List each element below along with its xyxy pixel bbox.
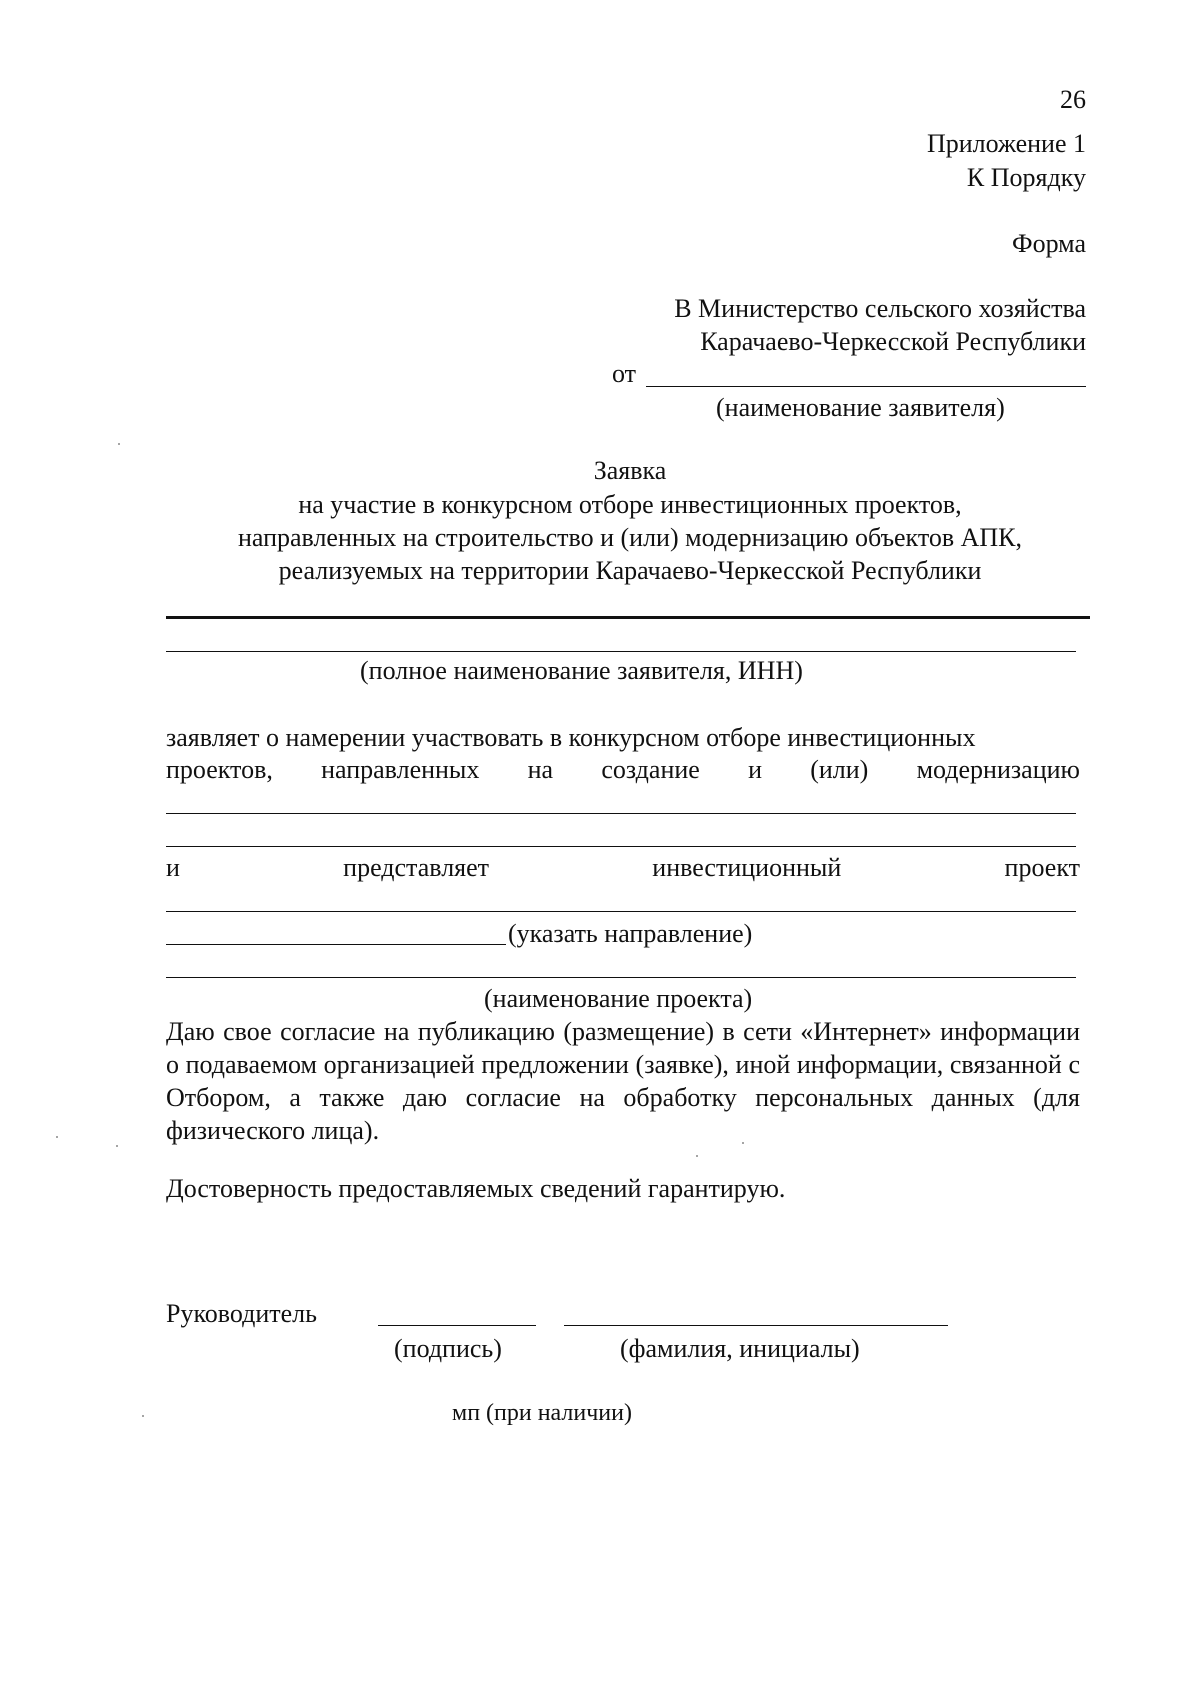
word: инвестиционный	[652, 853, 842, 882]
project-line-1	[166, 911, 1076, 912]
applicant-name-caption: (наименование заявителя)	[716, 393, 1005, 422]
scan-speck	[742, 1142, 744, 1144]
signature-line	[378, 1325, 536, 1326]
word: проект	[1004, 853, 1080, 882]
title-line-2: на участие в конкурсном отборе инвестиционных проектов,	[298, 490, 962, 519]
applicant-full-name-line-1	[166, 616, 1090, 619]
statement-line-3	[166, 852, 1080, 884]
scan-speck	[56, 1136, 58, 1138]
word: проектов,	[166, 755, 273, 784]
form-label: Форма	[1012, 229, 1086, 258]
name-initials-line	[564, 1325, 948, 1326]
scan-speck	[696, 1155, 698, 1157]
word: (или)	[810, 755, 869, 784]
from-label: от	[612, 359, 637, 388]
statement-line-2	[166, 754, 1080, 786]
word: на	[527, 755, 554, 784]
word: направленных	[321, 755, 480, 784]
statement-line-1: заявляет о намерении участвовать в конкурсном отборе инвестиционных	[166, 723, 976, 752]
word: создание	[601, 755, 700, 784]
document-title: Заявка	[593, 456, 667, 485]
name-initials-caption: (фамилия, инициалы)	[620, 1334, 860, 1363]
title-line-4: реализуемых на территории Карачаево-Черкесской Республики	[278, 556, 982, 585]
word: модернизацию	[916, 755, 1080, 784]
modernization-object-line-2	[166, 846, 1076, 847]
word: и	[166, 853, 180, 882]
applicant-name-line	[646, 386, 1086, 387]
appendix-line-2: К Порядку	[966, 163, 1086, 192]
word: и	[748, 755, 762, 784]
consent-paragraph: Даю свое согласие на публикацию (размещение) в сети «Интернет» информации о подаваемом организацией предложении (заявке), иной информации, связанной с Отбором, а также даю согласие на обработку персональных данных (для физического лица).	[166, 1017, 1080, 1145]
project-name-line	[166, 977, 1076, 978]
modernization-object-line-1	[166, 813, 1076, 814]
stamp-place: мп (при наличии)	[452, 1400, 632, 1426]
title-line-3: направленных на строительство и (или) модернизацию объектов АПК,	[237, 523, 1023, 552]
word: представляет	[343, 853, 490, 882]
scan-speck	[118, 443, 120, 445]
addressee-line-2: Карачаево-Черкесской Республики	[700, 327, 1086, 356]
project-name-caption: (наименование проекта)	[484, 984, 753, 1013]
signatory-role: Руководитель	[166, 1299, 317, 1328]
scan-speck	[142, 1415, 144, 1417]
addressee-line-1: В Министерство сельского хозяйства	[674, 294, 1086, 323]
guarantee-statement: Достоверность предоставляемых сведений гарантирую.	[166, 1174, 786, 1203]
applicant-full-name-line-2	[166, 651, 1076, 652]
scan-speck	[116, 1145, 118, 1147]
signature-caption: (подпись)	[394, 1334, 502, 1363]
direction-line	[166, 944, 506, 945]
page-number: 26	[1060, 85, 1086, 114]
direction-caption: (указать направление)	[508, 919, 753, 948]
appendix-line-1: Приложение 1	[926, 129, 1086, 158]
applicant-full-name-caption: (полное наименование заявителя, ИНН)	[360, 656, 803, 685]
